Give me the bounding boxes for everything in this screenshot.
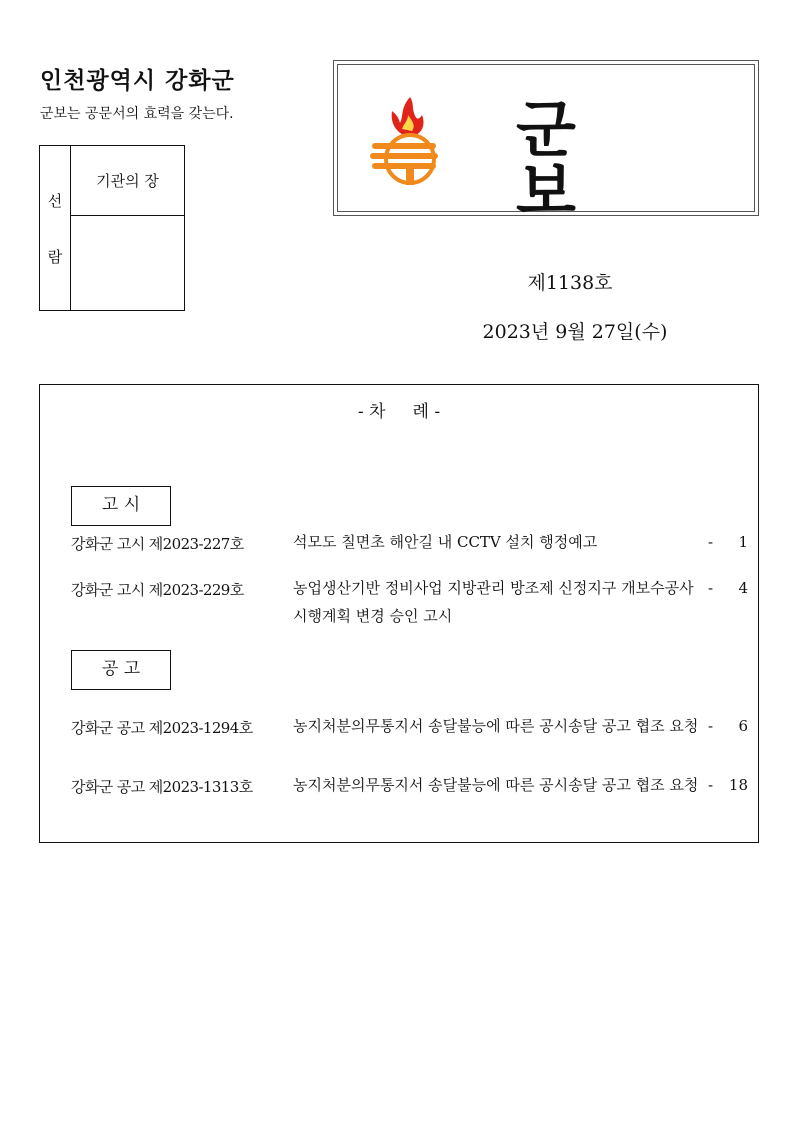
toc-section-label-announcement: 공 고 — [71, 650, 171, 690]
review-stamp-box — [39, 145, 185, 311]
toc-entry-dash: - — [708, 579, 714, 597]
toc-entry-title: 석모도 칠면초 해안길 내 CCTV 설치 행정예고 — [293, 533, 598, 551]
banner-title: 군보 — [516, 93, 646, 228]
review-side-label-bottom: 람 — [47, 248, 63, 266]
toc-entry-title: 농지처분의무통지서 송달불능에 따른 공시송달 공고 협조 요청 — [293, 717, 699, 735]
toc-entry-dash: - — [708, 776, 714, 794]
review-side-label-top: 선 — [47, 192, 63, 210]
toc-section-label-notice: 고 시 — [71, 486, 171, 526]
toc-entry-page: 18 — [728, 776, 748, 794]
toc-entry-title: 농업생산기반 정비사업 지방관리 방조제 신정지구 개보수공사 시행계획 변경 승인 고시 — [293, 579, 694, 625]
toc-entry-dash: - — [708, 533, 714, 551]
table-of-contents — [39, 384, 759, 843]
toc-entry-page: 6 — [738, 717, 748, 735]
toc-title: - 차 례 - — [357, 402, 441, 422]
review-side-column — [40, 146, 71, 310]
issue-date: 2023년 9월 27일(수) — [482, 321, 668, 343]
toc-entry-page: 1 — [738, 533, 748, 551]
toc-entry-number: 강화군 고시 제2023-229호 — [71, 581, 244, 599]
gazette-banner — [333, 60, 759, 228]
toc-entry-page: 4 — [738, 579, 748, 597]
review-head-label: 기관의 장 — [71, 146, 184, 216]
issue-number: 제1138호 — [527, 272, 613, 294]
toc-entry-title: 농지처분의무통지서 송달불능에 따른 공시송달 공고 협조 요청 — [293, 776, 699, 794]
toc-entry-number: 강화군 공고 제2023-1294호 — [71, 719, 253, 737]
gangwha-county-emblem-icon — [364, 95, 454, 185]
org-name: 인천광역시 강화군 — [40, 68, 235, 94]
toc-entry-dash: - — [708, 717, 714, 735]
org-subtitle: 군보는 공문서의 효력을 갖는다. — [40, 106, 234, 122]
toc-entry-number: 강화군 고시 제2023-227호 — [71, 535, 244, 553]
toc-entry-number: 강화군 공고 제2023-1313호 — [71, 778, 253, 796]
banner-inner-frame — [337, 64, 755, 228]
